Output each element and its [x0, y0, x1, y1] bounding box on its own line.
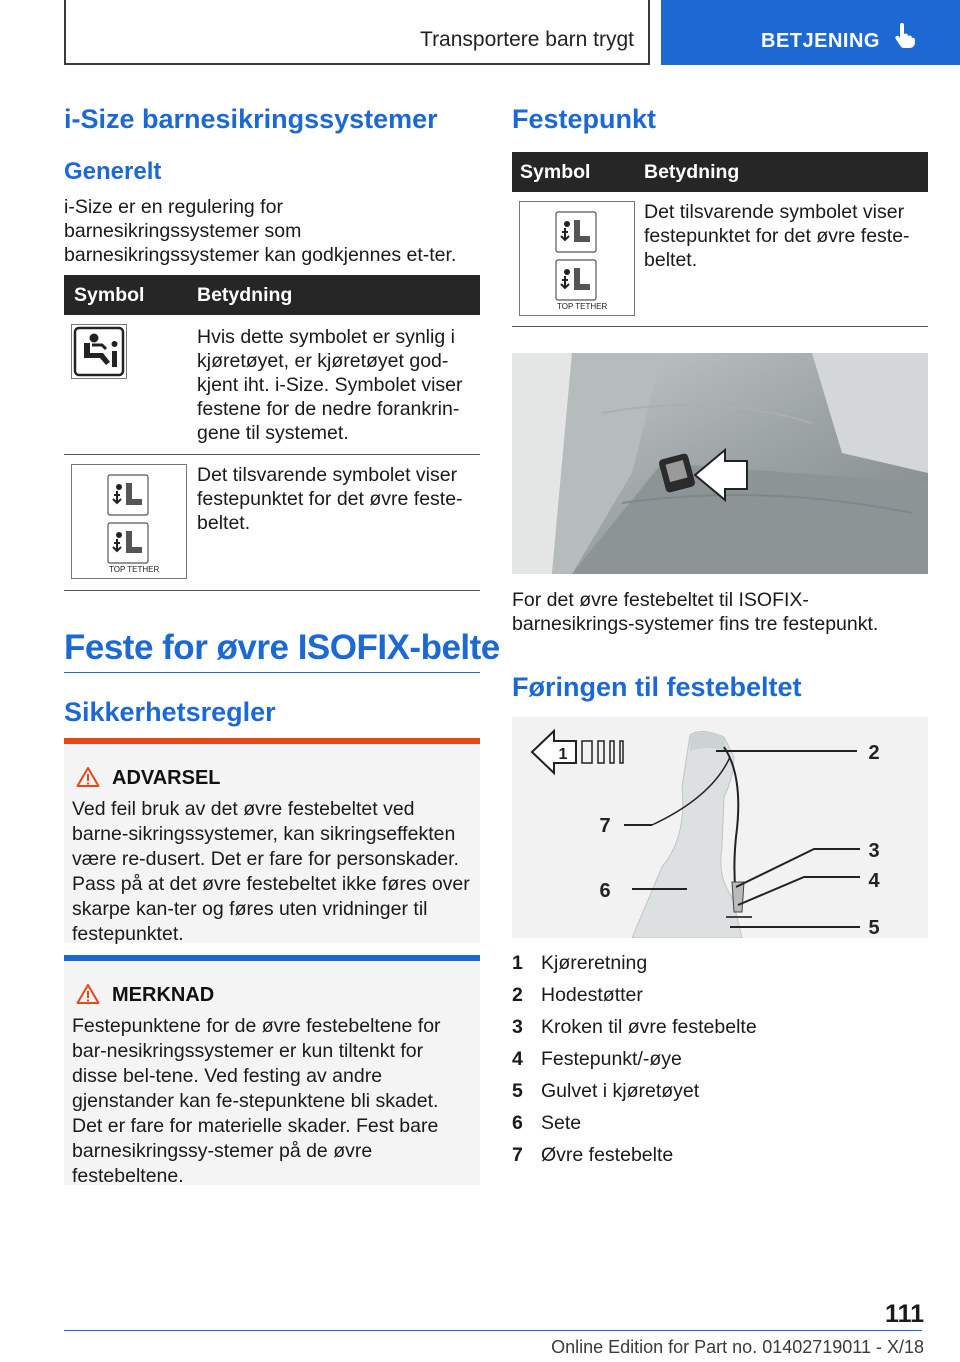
list-item	[512, 1076, 922, 1108]
list-item	[512, 1108, 922, 1140]
col-symbol-header: Symbol	[74, 284, 145, 306]
photo-caption: For det øvre festebeltet til ISOFIX-barnesikrings-systemer fins tre festepunkt.	[512, 589, 879, 635]
footer-divider	[64, 1330, 922, 1331]
list-item	[512, 1012, 922, 1044]
top-tether-caption: TOP TETHER	[109, 565, 160, 574]
legend-num: 7	[512, 1144, 523, 1166]
diagram-label-1: 1	[558, 746, 568, 763]
header-chapter-label: BETJENING	[761, 30, 880, 52]
header-section-title: Transportere barn trygt	[420, 28, 634, 51]
table-row	[64, 455, 480, 591]
warning-bar	[64, 738, 480, 744]
legend-num: 6	[512, 1112, 523, 1134]
header-section-box	[64, 0, 650, 65]
warning-title: ADVARSEL	[112, 767, 221, 789]
hand-pointer-icon	[893, 23, 915, 49]
top-tether-symbol	[519, 201, 635, 316]
isize-heading: i-Size barnesikringssystemer	[64, 104, 438, 134]
col-symbol-header: Symbol	[520, 161, 591, 183]
legend-label: Gulvet i kjøretøyet	[541, 1080, 700, 1102]
legend-label: Kjøreretning	[541, 952, 648, 974]
diagram-label-5: 5	[868, 917, 880, 938]
warning-text: Ved feil bruk av det øvre festebeltet ved barne-sikringssystemer, kan sikringseffekten være re-dusert. Det er fare for personskader. Pass på at det øvre festebeltet ikke føres over skarpe kan-ter og føres uten vridninger til festepunktet.	[72, 798, 470, 945]
col-meaning-header: Betydning	[197, 284, 293, 306]
anchor-symbol-table	[512, 152, 928, 327]
safety-heading: Sikkerhetsregler	[64, 697, 276, 727]
isize-symbol-table	[64, 275, 480, 591]
legend-label: Sete	[541, 1112, 582, 1134]
diagram-label-2: 2	[868, 742, 880, 764]
diagram-label-7: 7	[599, 815, 611, 837]
diagram-legend	[512, 948, 922, 1172]
general-heading: Generelt	[64, 158, 162, 185]
table-header	[64, 275, 480, 315]
row-meaning-text: Hvis dette symbolet er synlig i kjøretøyet, er kjøretøyet god-kjent iht. i-Size. Symbolet viser festene for de nedre forankrin-gene til systemet.	[197, 326, 463, 444]
note-title: MERKNAD	[112, 984, 215, 1006]
row-meaning-text: Det tilsvarende symbolet viser festepunktet for det øvre feste-beltet.	[197, 464, 463, 534]
isofix-heading: Feste for øvre ISOFIX-belte	[64, 628, 500, 667]
table-row	[512, 192, 928, 327]
list-item	[512, 1044, 922, 1076]
list-item	[512, 1140, 922, 1172]
warning-triangle-icon	[76, 766, 100, 788]
warning-notice	[64, 738, 480, 943]
legend-label: Øvre festebelte	[541, 1144, 674, 1166]
footer-edition: Online Edition for Part no. 01402719011 - X/18	[551, 1337, 924, 1357]
diagram-label-3: 3	[868, 840, 880, 862]
page-number: 111	[885, 1300, 924, 1328]
legend-num: 3	[512, 1016, 523, 1038]
general-text: i-Size er en regulering for barnesikringssystemer som barnesikringssystemer kan godkjennes et-ter.	[64, 196, 457, 266]
legend-num: 5	[512, 1080, 523, 1102]
list-item	[512, 948, 922, 980]
caution-triangle-icon	[76, 983, 100, 1005]
heading-divider	[64, 672, 480, 673]
note-notice	[64, 955, 480, 1185]
anchor-heading: Festepunkt	[512, 104, 657, 134]
table-header	[512, 152, 928, 192]
routing-diagram	[512, 717, 928, 938]
note-bar	[64, 955, 480, 961]
note-text: Festepunktene for de øvre festebeltene for bar-nesikringssystemer er kun tiltenkt for disse bel-tene. Ved festing av andre gjenstander kan fe-stepunktene bli skadet. Det er fare for materielle skader. Fest bare barnesikringssy-stemer på de øvre festebeltene.	[72, 1015, 441, 1187]
header-chapter-tab[interactable]	[661, 0, 960, 65]
legend-num: 4	[512, 1048, 523, 1070]
diagram-label-4: 4	[868, 870, 880, 892]
routing-heading: Føringen til festebeltet	[512, 672, 802, 702]
legend-label: Hodestøtter	[541, 984, 643, 1006]
isize-child-seat-icon	[71, 324, 127, 379]
top-tether-caption: TOP TETHER	[557, 302, 608, 311]
list-item	[512, 980, 922, 1012]
legend-label: Kroken til øvre festebelte	[541, 1016, 757, 1038]
col-meaning-header: Betydning	[644, 161, 740, 183]
row-meaning-text: Det tilsvarende symbolet viser festepunktet for det øvre feste-beltet.	[644, 201, 910, 271]
diagram-label-6: 6	[599, 880, 611, 902]
legend-num: 1	[512, 952, 523, 974]
table-row	[64, 315, 480, 455]
legend-num: 2	[512, 984, 523, 1006]
legend-label: Festepunkt/-øye	[541, 1048, 682, 1070]
top-tether-symbol	[71, 464, 187, 579]
anchor-point-photo	[512, 353, 928, 574]
